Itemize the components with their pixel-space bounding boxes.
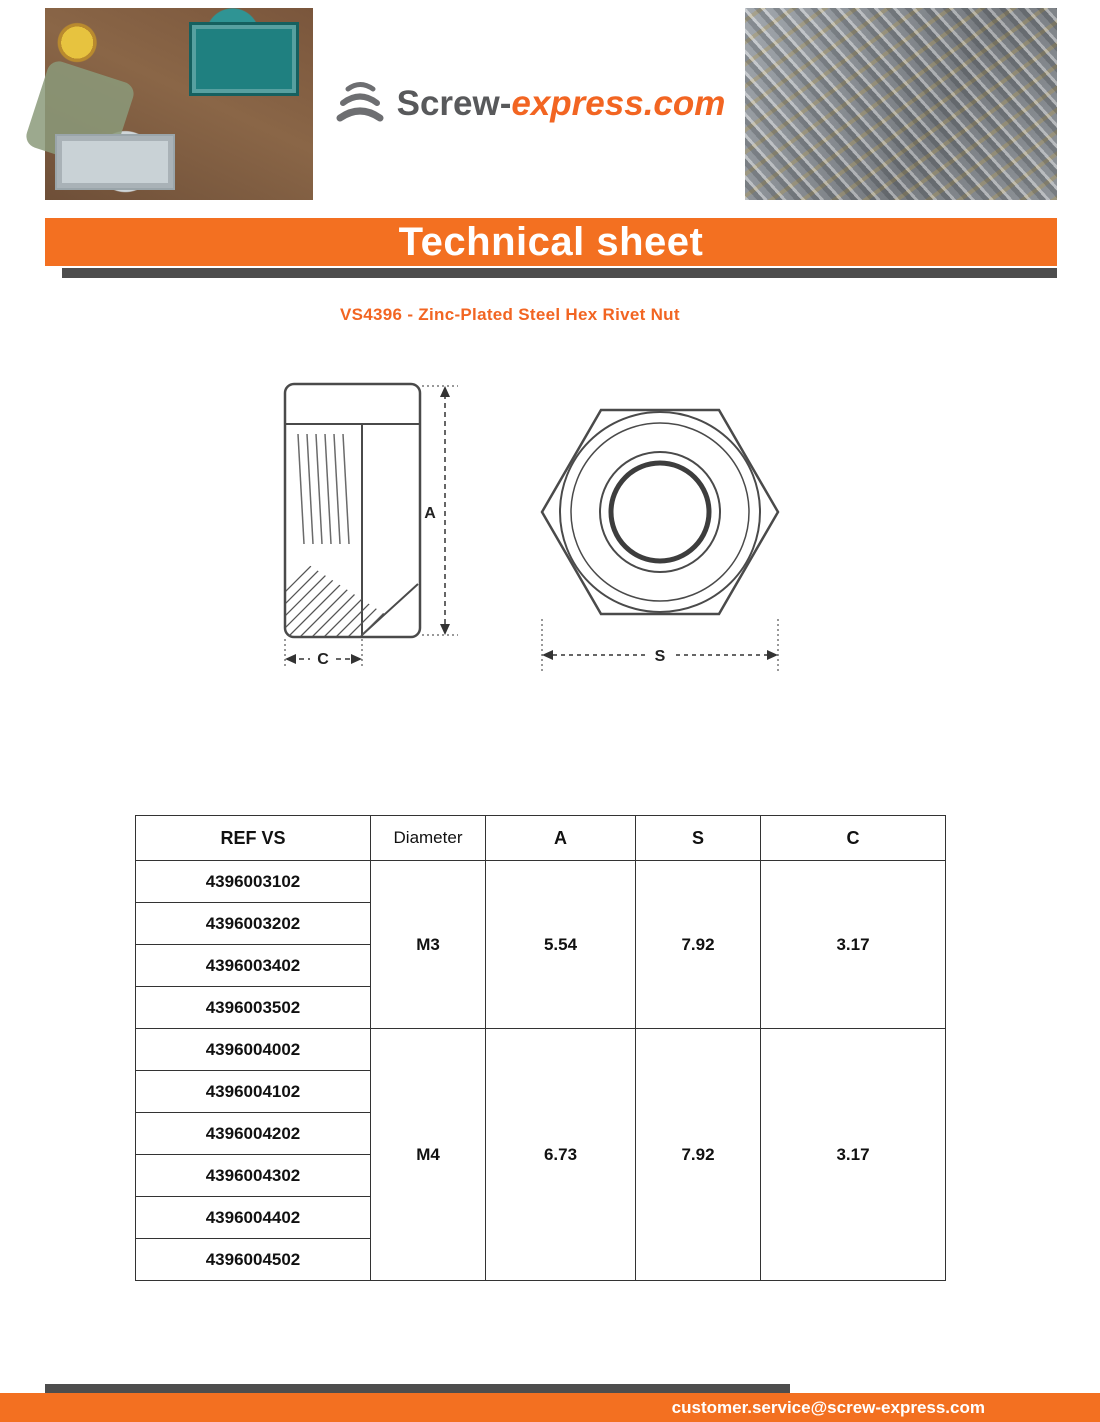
table-header-row — [136, 816, 946, 861]
table-row — [136, 861, 946, 903]
header-photo-screws — [745, 8, 1057, 200]
rivet-nut-drawing — [250, 372, 810, 687]
screw-thread-swirl-icon — [333, 77, 387, 131]
ref-cell: 4396004002 — [136, 1029, 371, 1071]
ref-cell: 4396003202 — [136, 903, 371, 945]
dim-c-label: C — [317, 651, 329, 668]
header-photo-workbench — [45, 8, 313, 200]
dim-a-cell: 5.54 — [486, 861, 636, 1029]
dim-c-cell: 3.17 — [761, 861, 946, 1029]
col-header-ref: REF VS — [136, 816, 371, 861]
dim-s-cell: 7.92 — [636, 1029, 761, 1281]
technical-drawing — [250, 372, 810, 687]
dim-s-cell: 7.92 — [636, 861, 761, 1029]
ref-cell: 4396004102 — [136, 1071, 371, 1113]
spec-table-body — [136, 861, 946, 1281]
col-header-diameter: Diameter — [371, 816, 486, 861]
dim-a-cell: 6.73 — [486, 1029, 636, 1281]
dim-a-label: A — [424, 505, 436, 522]
footer-shadow-bar — [45, 1384, 790, 1393]
photo-decoration — [55, 134, 175, 190]
col-header-c: C — [761, 816, 946, 861]
footer-contact-bar — [0, 1393, 1100, 1422]
ref-cell: 4396003502 — [136, 987, 371, 1029]
dim-c-cell: 3.17 — [761, 1029, 946, 1281]
col-header-a: A — [486, 816, 636, 861]
col-header-s: S — [636, 816, 761, 861]
spec-table — [135, 815, 945, 1281]
table-row — [136, 1029, 946, 1071]
side-view — [250, 384, 450, 637]
ref-cell: 4396004502 — [136, 1239, 371, 1281]
dim-s-label: S — [654, 648, 666, 665]
brand-logo — [313, 8, 745, 200]
brand-name-secondary: express.com — [511, 84, 726, 123]
ref-cell: 4396003102 — [136, 861, 371, 903]
photo-decoration — [189, 22, 299, 96]
ref-cell: 4396003402 — [136, 945, 371, 987]
ref-cell: 4396004402 — [136, 1197, 371, 1239]
front-view — [542, 410, 778, 614]
contact-email: customer.service@screw-express.com — [671, 1398, 985, 1417]
banner-shadow-bar — [62, 268, 1057, 278]
brand-name-primary: Screw- — [396, 84, 512, 123]
ref-cell: 4396004202 — [136, 1113, 371, 1155]
banner-title: Technical sheet — [45, 218, 1057, 266]
product-title: VS4396 - Zinc-Plated Steel Hex Rivet Nut — [340, 305, 680, 324]
diameter-cell: M3 — [371, 861, 486, 1029]
brand-name — [397, 84, 726, 124]
ref-cell: 4396004302 — [136, 1155, 371, 1197]
diameter-cell: M4 — [371, 1029, 486, 1281]
